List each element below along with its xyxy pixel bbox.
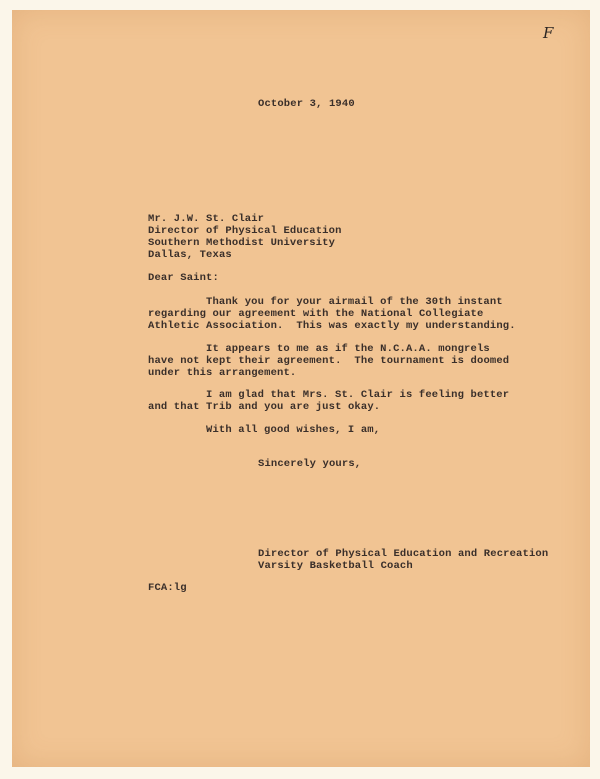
signature-title-line-2: Varsity Basketball Coach (258, 560, 413, 572)
paragraph-1-line-2: regarding our agreement with the National Collegiate (148, 308, 484, 320)
corner-handwritten-mark: F (543, 24, 554, 42)
salutation: Dear Saint: (148, 272, 219, 284)
paragraph-1-line-1: Thank you for your airmail of the 30th instant (206, 296, 503, 308)
paragraph-3-line-1: I am glad that Mrs. St. Clair is feeling better (206, 389, 510, 401)
recipient-name: Mr. J.W. St. Clair (148, 213, 265, 225)
paragraph-2-line-2: have not kept their agreement. The tournament is doomed (148, 355, 510, 367)
recipient-institution: Southern Methodist University (148, 237, 336, 249)
letter-date: October 3, 1940 (258, 98, 355, 110)
typist-initials: FCA:lg (148, 582, 187, 594)
recipient-title: Director of Physical Education (148, 225, 342, 237)
recipient-city: Dallas, Texas (148, 249, 232, 261)
paragraph-3-line-2: and that Trib and you are just okay. (148, 401, 381, 413)
signature-title-line-1: Director of Physical Education and Recreation (258, 548, 549, 560)
paragraph-2-line-3: under this arrangement. (148, 367, 297, 379)
paragraph-1-line-3: Athletic Association. This was exactly my understanding. (148, 320, 516, 332)
closing: Sincerely yours, (258, 458, 362, 470)
paragraph-2-line-1: It appears to me as if the N.C.A.A. mongrels (206, 343, 490, 355)
paragraph-4-line-1: With all good wishes, I am, (206, 424, 381, 436)
